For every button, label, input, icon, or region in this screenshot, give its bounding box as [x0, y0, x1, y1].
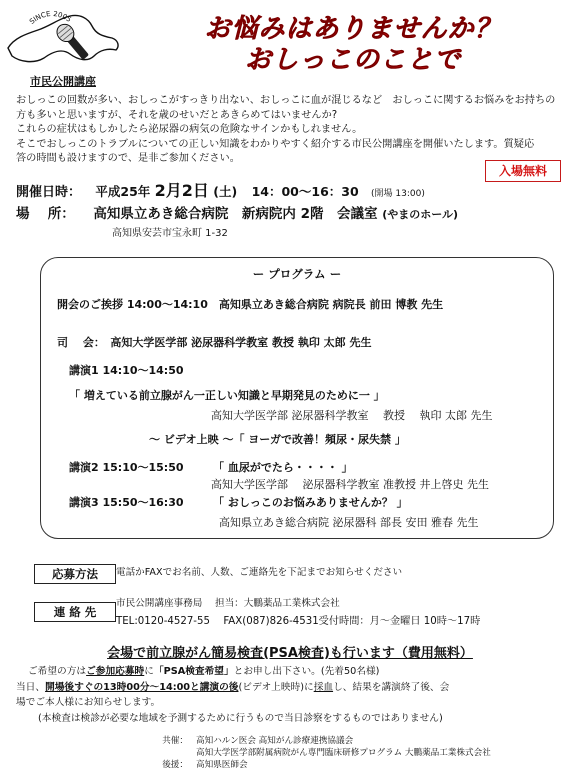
lecture3-title: 「 おしっこのお悩みありませんか？ 」 [213, 496, 408, 509]
lecture1-speaker: 高知大学医学部 泌尿器科学教室 教授 執印 太郎 先生 [211, 409, 493, 422]
place-name: 高知県立あき総合病院 新病院内 2階 会議室 [93, 206, 378, 222]
date-time: 14：00～16：30 [251, 184, 359, 199]
support-1: 高知県医師会 [196, 760, 248, 770]
lecture3-head: 講演3 15:50～16:30 [69, 496, 184, 509]
cohost-row-2 [140, 747, 580, 759]
event-date-row [16, 180, 564, 202]
intro-line: そこでおしっこのトラブルについての正しい知識をわかりやすく紹介する市民公開講座を開催いたします。質疑応 [16, 138, 535, 150]
intro-line: これらの症状はもしかしたら泌尿器の病気の危険なサインかもしれません。 [16, 124, 363, 136]
place-address: 高知県安芸市宝永町 1-32 [112, 228, 228, 239]
psa-line-3: 場でご本人様にお知らせします。 [16, 697, 161, 708]
program-box [40, 257, 554, 539]
event-logo [4, 8, 126, 86]
apply-text: 電話かFAXでお名前、人数、ご連絡先を下記までお知らせください [116, 567, 403, 578]
cohost-1: 高知ハルン医会 高知がん診療連携協議会 [196, 736, 354, 746]
contact-line-2: TEL:0120-4527-55 FAX(087)826-4531受付時間：月～金曜日 10時～17時 [116, 616, 481, 627]
date-weekday: (土) [213, 184, 238, 199]
lecture2-head: 講演2 15:10～15:50 [69, 461, 184, 474]
lecture-type-label: 市民公開講座 [30, 75, 96, 88]
support-row [140, 759, 580, 771]
intro-line: 答の時間も設けますので、是非ご参加ください。 [16, 153, 240, 165]
date-label: 開催日時： [16, 185, 82, 200]
svg-text:SINCE 2005: SINCE 2005 [28, 9, 73, 26]
free-admission-badge: 入場無料 [485, 160, 561, 182]
place-hall: (やまのホール) [382, 208, 459, 221]
psa-body [16, 664, 568, 726]
program-title: ー プログラム ー [252, 267, 342, 281]
event-info [16, 180, 564, 242]
program-opening: 開会のご挨拶 14:00～14:10 高知県立あき総合病院 病院長 前田 博教 先生 [57, 298, 444, 311]
intro-line: おしっこの回数が多い、おしっこがすっきり出ない、おしっこに血が混じるなど おしっこに関するお悩みをお持ちの [16, 95, 556, 106]
intro-text [16, 94, 564, 167]
headline-line-1: お悩みはありませんか？ [204, 14, 502, 44]
intro-line: 方も多いと思いますが、それを歳のせいだとあきらめてはいませんか? [16, 109, 338, 121]
cohost-row [140, 735, 580, 747]
lecture3-speaker: 高知県立あき総合病院 泌尿器科 部長 安田 雅春 先生 [219, 516, 479, 529]
lecture1-head: 講演1 14:10～14:50 [69, 364, 184, 377]
contact-line-1: 市民公開講座事務局 担当：大鵬薬品工業株式会社 [116, 598, 340, 609]
cohost-2: 高知大学医学部附属病院がん専門臨床研修プログラム 大鵬薬品工業株式会社 [196, 748, 491, 758]
video-screening: ～ ビデオ上映 ～「 ヨーガで改善！頻尿・尿失禁 」 [149, 433, 406, 446]
lecture1-title: 「 増えている前立腺がん一正しい知識と早期発見のために一 」 [69, 389, 385, 402]
psa-title: 会場で前立腺がん簡易検査(PSA検査)も行います（費用無料） [107, 646, 473, 661]
date-open-time: (開場 13:00) [371, 189, 425, 199]
sponsors [140, 735, 580, 771]
contact-label: 連 絡 先 [34, 602, 116, 622]
lecture2-title: 「 血尿がでたら・・・・ 」 [213, 461, 353, 474]
page-headline [128, 14, 578, 76]
date-era: 平成25年 [95, 184, 151, 199]
psa-line-4: (本検査は検診が必要な地域を予測するために行うもので当日診察をするものではありません) [38, 712, 443, 724]
support-label: 後援： [162, 760, 188, 770]
program-chair: 司 会： 高知大学医学部 泌尿器科学教室 教授 執印 太郎 先生 [57, 336, 372, 349]
apply-label: 応募方法 [34, 564, 116, 584]
psa-line-1: ご希望の方はご参加応募時に「PSA検査希望」とお申し出下さい。(先着50名様) [28, 666, 380, 677]
lecture2-speaker: 高知大学医学部 泌尿器科学教室 准教授 井上啓史 先生 [211, 478, 489, 491]
psa-line-2: 当日、開場後すぐの13時00分～14:00と講演の後(ビデオ上映時)に採血し、結果を講演終了後、会 [16, 681, 450, 693]
place-label: 場 所： [16, 206, 75, 222]
event-place-row [16, 202, 564, 226]
date-day: 2月2日 [154, 181, 209, 200]
logo-arc-text [22, 8, 82, 32]
cohost-label: 共催： [162, 736, 188, 746]
headline-line-2: おしっこのことで [244, 45, 461, 75]
